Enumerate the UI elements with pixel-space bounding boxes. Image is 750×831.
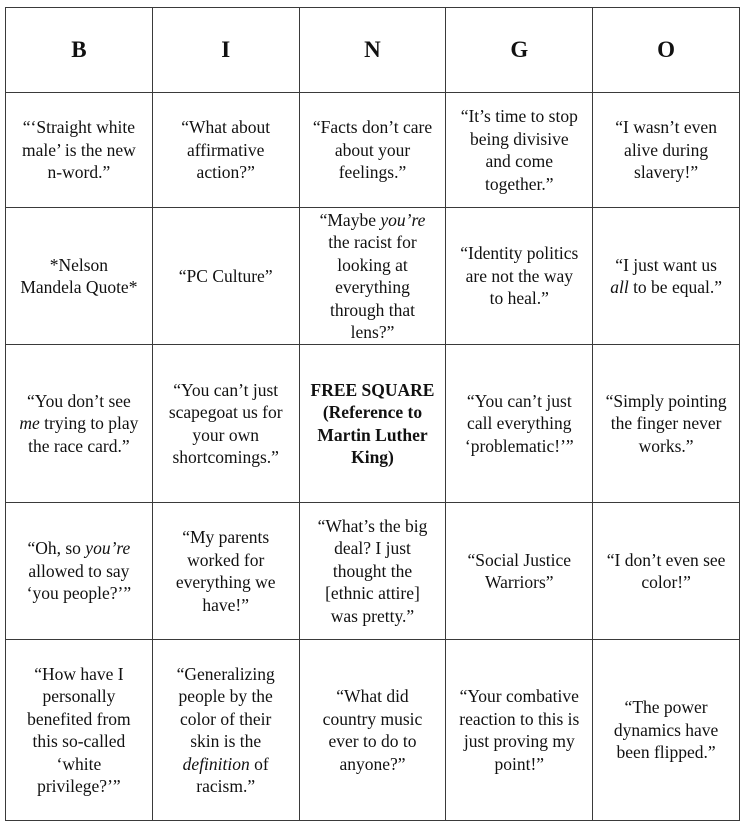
header-g: G — [446, 8, 593, 93]
cell-i1 — [152, 93, 299, 208]
cell-emphasis: me — [19, 413, 40, 434]
cell-g2 — [446, 208, 593, 345]
cell-text: “I just want us — [615, 254, 717, 275]
header-row — [6, 8, 740, 93]
cell-text: “Generalizing people by the color of their skin is the — [176, 663, 275, 751]
cell-text: “My parents worked for everything we have!” — [175, 527, 276, 615]
cell-b2 — [6, 208, 153, 345]
cell-text: the racist for looking at everything through that lens?” — [328, 232, 417, 342]
cell-text: “Oh, so — [27, 538, 86, 559]
cell-emphasis: you’re — [85, 538, 131, 559]
cell-o1 — [593, 93, 740, 208]
cell-text: “How have I personally benefited from this so-called ‘white privilege?’” — [27, 663, 131, 796]
cell-text: “What’s the big deal? I just thought the [ethnic attire] was pretty.” — [317, 515, 428, 626]
cell-text: “The power dynamics have been flipped.” — [613, 697, 719, 763]
cell-text: “Your combative reaction to this is just proving my point!” — [459, 686, 580, 774]
cell-text: “Simply pointing the finger never works.” — [605, 390, 727, 456]
cell-text: “What about affirmative action?” — [181, 117, 271, 183]
cell-text: “‘Straight white male’ is the new n-word.” — [21, 117, 136, 183]
cell-n5 — [299, 640, 446, 821]
cell-g5 — [446, 640, 593, 821]
header-b: B — [6, 8, 153, 93]
cell-b4 — [6, 503, 153, 640]
cell-text: “What did country music ever to do to anyone?” — [322, 686, 423, 774]
cell-n4 — [299, 503, 446, 640]
cell-o2 — [593, 208, 740, 345]
cell-g3 — [446, 345, 593, 503]
cell-text: *Nelson Mandela Quote* — [20, 254, 138, 297]
cell-b1 — [6, 93, 153, 208]
cell-text: “I don’t even see color!” — [606, 549, 726, 592]
cell-text: to be equal.” — [628, 277, 722, 297]
bingo-card — [5, 7, 740, 821]
cell-text: of racism.” — [196, 753, 269, 796]
cell-text: allowed to say ‘you people?’” — [26, 560, 132, 604]
bingo-row-1 — [6, 93, 740, 208]
cell-text: “It’s time to stop being divisive and come together.” — [460, 106, 578, 194]
cell-text: “You can’t just scapegoat us for your own shortcomings.” — [168, 379, 283, 467]
cell-i4 — [152, 503, 299, 640]
cell-g4 — [446, 503, 593, 640]
cell-emphasis: you’re — [380, 209, 426, 230]
cell-text: trying to play the race card.” — [28, 413, 139, 456]
cell-o5 — [593, 640, 740, 821]
cell-text: “You can’t just call everything ‘problematic!’” — [464, 390, 574, 456]
cell-text: “Social Justice Warriors” — [467, 549, 572, 592]
cell-b5 — [6, 640, 153, 821]
bingo-row-3 — [6, 345, 740, 503]
cell-text: “Identity politics are not the way to heal.” — [460, 243, 579, 309]
cell-o3 — [593, 345, 740, 503]
cell-text: “I wasn’t even alive during slavery!” — [615, 117, 717, 183]
header-o: O — [593, 8, 740, 93]
cell-emphasis: definition — [182, 753, 250, 774]
cell-text: “Facts don’t care about your feelings.” — [312, 117, 433, 183]
cell-text: “Maybe — [319, 209, 381, 230]
cell-i5 — [152, 640, 299, 821]
cell-o4 — [593, 503, 740, 640]
header-i: I — [152, 8, 299, 93]
cell-g1 — [446, 93, 593, 208]
header-n: N — [299, 8, 446, 93]
cell-text: “PC Culture” — [178, 265, 273, 286]
cell-text: “You don’t see — [26, 390, 131, 411]
bingo-row-5 — [6, 640, 740, 821]
cell-i3 — [152, 345, 299, 503]
cell-n2 — [299, 208, 446, 345]
bingo-row-2 — [6, 208, 740, 345]
bingo-row-4 — [6, 503, 740, 640]
cell-emphasis: all — [610, 277, 629, 297]
free-square-text: FREE SQUARE (Reference to Martin Luther King) — [310, 379, 435, 467]
free-square — [299, 345, 446, 503]
cell-i2 — [152, 208, 299, 345]
cell-n1 — [299, 93, 446, 208]
cell-b3 — [6, 345, 153, 503]
